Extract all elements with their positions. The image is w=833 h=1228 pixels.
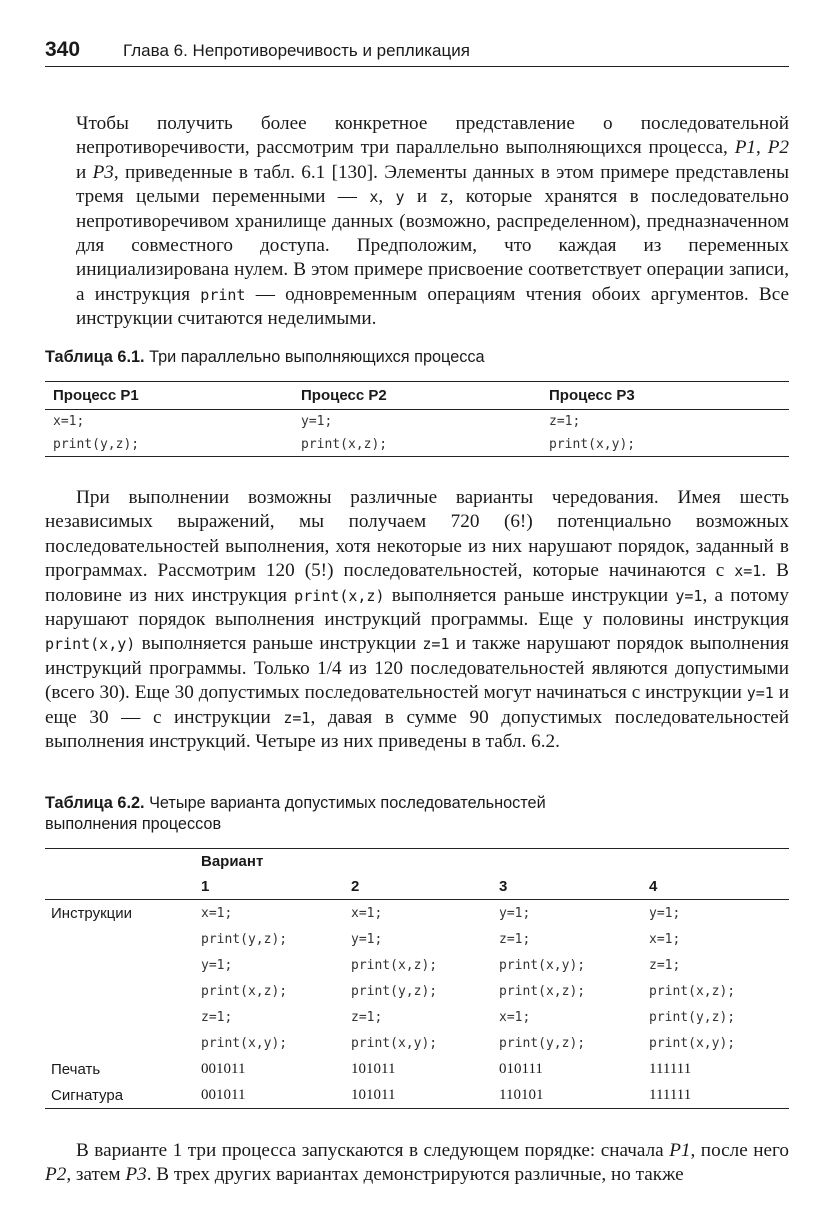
code-variable: z: [439, 188, 449, 207]
table-cell: x=1;: [201, 905, 233, 921]
running-header: [45, 38, 789, 67]
variant-number-row: [45, 874, 789, 900]
table-cell: z=1;: [351, 1009, 383, 1025]
table-cell: y=1;: [201, 957, 233, 973]
variant-header-row: [45, 849, 789, 875]
variant-number: 1: [197, 874, 347, 900]
caption-text: выполнения процессов: [45, 815, 222, 833]
table-row: [45, 410, 789, 434]
process-name: P2: [767, 137, 790, 159]
table-cell: z=1;: [649, 957, 681, 973]
table-cell: x=1;: [53, 414, 85, 429]
row-label-instructions: Инструкции: [51, 904, 133, 922]
table-cell: x=1;: [649, 931, 681, 947]
table-cell: 101011: [351, 1060, 396, 1077]
caption-label: Таблица 6.2.: [45, 794, 145, 812]
text-run: ,: [378, 186, 396, 208]
table-row: [45, 900, 789, 927]
table-cell: x=1;: [499, 1009, 531, 1025]
column-header: Процесс P1: [45, 382, 293, 410]
code-snippet: x=1: [734, 562, 762, 581]
chapter-title: Глава 6. Непротиворечивость и репликация: [123, 41, 470, 60]
text-run: , приведенные в табл. 6.1 [130]. Элементы данных в этом примере представлены тремя целыми переменными —: [76, 161, 790, 208]
table-cell: y=1;: [351, 931, 383, 947]
text-run: и: [404, 186, 440, 208]
table-cell: 111111: [649, 1086, 692, 1103]
text-run: — одновременным операциям чтения обоих аргументов. Все инструкции считаются неделимыми.: [76, 283, 789, 330]
table-cell: print(x,z);: [649, 983, 736, 999]
caption-text: Четыре варианта допустимых последовательностей: [144, 794, 546, 812]
table-valid-sequences: [45, 848, 789, 1109]
code-snippet: z=1: [283, 708, 311, 727]
table-row: [45, 978, 789, 1004]
table-cell: y=1;: [499, 905, 531, 921]
text-run: , которые хранятся в последовательно непротиворечивом хранилище данных (возможно, распределенном), предназначенном для совместного доступа. Предположим, что каждая из переменных инициализирована нулем. В этом примере присвоение соответствует операции записи, а инструкция: [76, 186, 789, 305]
text-run: Чтобы получить более конкретное представление о последовательной непротиворечивости, рассмотрим три параллельно выполняющихся процесса,: [76, 113, 789, 159]
text-run: выполняется раньше инструкции: [135, 633, 423, 655]
paragraph-variant-1: [45, 1139, 789, 1188]
table-cell: print(x,z);: [499, 983, 586, 999]
table-cell: print(x,y);: [499, 957, 586, 973]
column-header: Процесс P3: [541, 382, 789, 410]
text-run: , после него: [690, 1140, 790, 1161]
table-cell: z=1;: [499, 931, 531, 947]
code-snippet: z=1: [422, 635, 450, 654]
table-cell: print(x,z);: [351, 957, 438, 973]
variant-number: 3: [495, 874, 645, 900]
paragraph-interleavings: [45, 486, 789, 754]
table-cell: 010111: [499, 1060, 543, 1077]
code-snippet: y=1: [746, 684, 774, 703]
process-name: P3: [92, 161, 114, 183]
column-header: Процесс P2: [293, 382, 541, 410]
text-run: При выполнении возможны различные варианты чередования. Имея шесть независимых выражений, мы получаем 720 (6!) потенциально возможных последовательностей выполнения, хотя некоторые из них нарушают порядок, заданный в программах. Рассмотрим 120 (5!) последовательностей, которые начинаются с: [45, 487, 789, 582]
table-row: [45, 926, 789, 952]
text-run: . В трех других вариантах демонстрируются различные, но также: [146, 1164, 684, 1186]
code-variable: y: [395, 188, 405, 207]
caption-text: Три параллельно выполняющихся процесса: [144, 348, 485, 366]
table-row: [45, 1030, 789, 1056]
row-label-signature: Сигнатура: [51, 1086, 124, 1104]
table-cell: print(x,y);: [549, 437, 636, 452]
code-keyword: print: [200, 285, 246, 304]
table-cell: print(x,y);: [351, 1035, 438, 1051]
text-run: и еще 30 — с инструкции: [45, 682, 789, 728]
code-snippet: print(x,y): [45, 635, 136, 654]
table-row: [45, 1004, 789, 1030]
table-cell: y=1;: [649, 905, 681, 921]
table-cell: print(y,z);: [351, 983, 438, 999]
text-run: и также нарушают порядок выполнения инструкций программы. Только 1/4 из 120 последовательностей являются допустимыми (всего 30). Еще 30 допустимых последовательностей могут начинаться с инструкции: [45, 633, 789, 704]
table-row-signature: [45, 1082, 789, 1109]
text-run: . В половине из них инструкция: [45, 560, 789, 606]
table-cell: print(x,z);: [301, 437, 388, 452]
table-cell: z=1;: [549, 414, 581, 429]
table-caption-6-2: [45, 793, 546, 835]
table-cell: 001011: [201, 1086, 246, 1103]
process-name: P1: [734, 137, 757, 159]
table-cell: print(x,y);: [201, 1035, 288, 1051]
table-row-print: [45, 1056, 789, 1082]
table-cell: z=1;: [201, 1009, 233, 1025]
variant-header: Вариант: [201, 853, 264, 870]
variant-number: 2: [347, 874, 495, 900]
variant-number: 4: [645, 874, 789, 900]
table-header-row: [45, 382, 789, 410]
text-run: выполняется раньше инструкции: [384, 584, 676, 606]
table-cell: y=1;: [301, 414, 333, 429]
table-row: [45, 433, 789, 457]
row-label-print: Печать: [51, 1060, 101, 1078]
table-cell: 001011: [201, 1060, 246, 1077]
table-cell: 101011: [351, 1086, 396, 1103]
code-variable: x: [369, 188, 379, 207]
text-run: , а потому нарушают порядок выполнения инструкций программы. Еще у половины инструкция: [45, 584, 789, 631]
table-row: [45, 952, 789, 978]
table-caption-6-1: [45, 347, 485, 368]
text-run: В варианте 1 три процесса запускаются в следующем порядке: сначала: [76, 1140, 670, 1161]
table-cell: print(y,z);: [201, 931, 288, 947]
table-cell: print(x,z);: [201, 983, 288, 999]
table-cell: 111111: [649, 1060, 692, 1077]
table-cell: x=1;: [351, 905, 383, 921]
text-run: и: [76, 161, 93, 183]
page-number: 340: [45, 38, 81, 61]
table-processes: [45, 381, 789, 457]
table-cell: print(y,z);: [649, 1009, 736, 1025]
process-name: P2: [45, 1164, 67, 1186]
process-name: P1: [669, 1140, 691, 1161]
text-run: , затем: [66, 1164, 126, 1186]
table-cell: print(y,z);: [499, 1035, 586, 1051]
table-cell: print(x,y);: [649, 1035, 736, 1051]
table-cell: 110101: [499, 1086, 544, 1103]
table-cell: print(y,z);: [53, 437, 140, 452]
caption-label: Таблица 6.1.: [45, 348, 145, 366]
text-run: , давая в сумме 90 допустимых последовательностей выполнения инструкций. Четыре из них приведены в табл. 6.2.: [45, 706, 789, 753]
code-snippet: print(x,z): [294, 586, 385, 605]
paragraph-intro: [76, 112, 789, 332]
code-snippet: y=1: [675, 586, 703, 605]
text-run: ,: [756, 137, 768, 159]
process-name: P3: [125, 1164, 147, 1186]
